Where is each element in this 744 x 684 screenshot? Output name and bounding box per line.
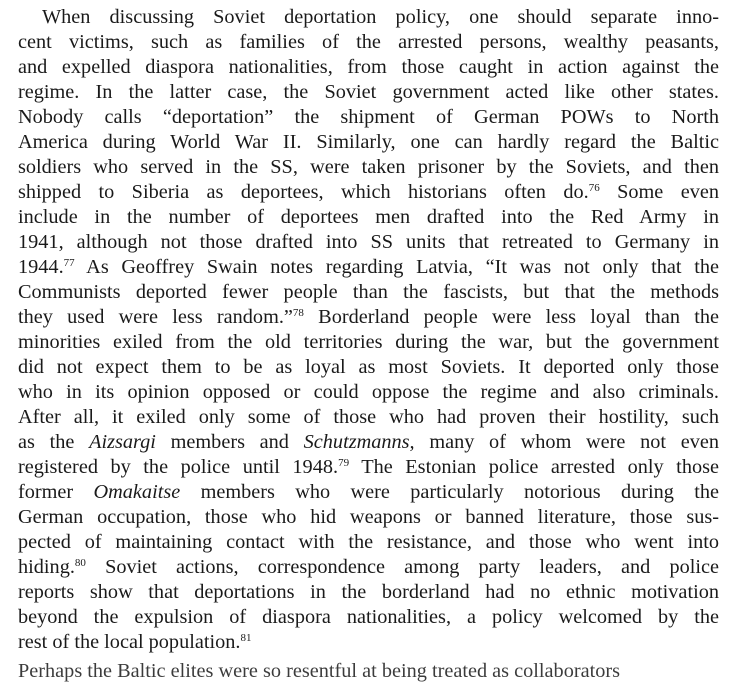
text-segment: as the [18, 431, 90, 453]
text-line [18, 605, 719, 630]
text-segment: shipped to Siberia as deportees, which historians often do. [18, 181, 589, 203]
text-line [18, 255, 719, 280]
text-line [18, 305, 719, 330]
text-line [18, 630, 719, 655]
text-segment: did not expect them to be as loyal as most Soviets. It deported only those [18, 356, 719, 378]
text-line [18, 5, 719, 30]
text-line [18, 480, 719, 505]
text-line [18, 205, 719, 230]
text-segment: After all, it exiled only some of those who had proven their hostility, such [18, 406, 719, 428]
text-segment: they used were less random.” [18, 306, 293, 328]
document-page [18, 5, 720, 682]
text-segment: cent victims, such as families of the arrested persons, wealthy peasants, [18, 31, 719, 53]
footnote-marker: 79 [338, 457, 350, 469]
italic-term: Omakaitse [93, 481, 181, 503]
footnote-marker: 80 [74, 557, 86, 569]
text-line [18, 380, 719, 405]
text-line [18, 80, 719, 105]
text-line [18, 430, 719, 455]
text-line [18, 505, 719, 530]
italic-term: Aizsargi [89, 431, 156, 453]
text-line [18, 455, 719, 480]
text-segment: hiding. [18, 556, 75, 578]
text-segment: 1941, although not those drafted into SS units that retreated to Germany in [18, 231, 719, 253]
text-segment: regime. In the latter case, the Soviet government acted like other states. [18, 81, 719, 103]
footnote-marker: 81 [240, 632, 252, 644]
text-segment: America during World War II. Similarly, one can hardly regard the Baltic [18, 131, 719, 153]
text-segment: beyond the expulsion of diaspora nationalities, a policy welcomed by the [18, 606, 719, 628]
text-line [18, 580, 719, 605]
text-line [18, 330, 719, 355]
text-segment: registered by the police until 1948. [18, 456, 339, 478]
text-line [18, 230, 719, 255]
text-line [18, 105, 719, 130]
text-segment: rest of the local population. [18, 631, 241, 653]
text-segment: The Estonian police arrested only those [349, 456, 719, 478]
text-segment: reports show that deportations in the borderland had no ethnic motivation [18, 581, 719, 603]
text-segment: Some even [599, 181, 719, 203]
text-segment: Communists deported fewer people than the fascists, but that the methods [18, 281, 719, 303]
italic-term: Schutzmanns, [303, 431, 415, 453]
footnote-marker: 78 [292, 307, 304, 319]
text-line [18, 30, 719, 55]
text-segment: and expelled diaspora nationalities, from those caught in action against the [18, 56, 719, 78]
body-paragraph [18, 5, 719, 655]
text-segment: minorities exiled from the old territories during the war, but the government [18, 331, 719, 353]
text-segment: who in its opinion opposed or could oppose the regime and also criminals. [18, 381, 719, 403]
cut-off-line-text: Perhaps the Baltic elites were so resentful at being treated as collaborators [18, 660, 621, 682]
footnote-marker: 77 [63, 257, 75, 269]
text-segment: soldiers who served in the SS, were taken prisoner by the Soviets, and then [18, 156, 719, 178]
text-line [18, 55, 719, 80]
cut-off-next-line [18, 659, 719, 682]
text-segment: members who were particularly notorious during the [180, 481, 719, 503]
text-line [18, 130, 719, 155]
text-line [18, 280, 719, 305]
text-segment: former [18, 481, 94, 503]
text-segment: Borderland people were less loyal than the [303, 306, 719, 328]
text-segment: 1944. [18, 256, 64, 278]
text-line [18, 405, 719, 430]
text-segment: Nobody calls “deportation” the shipment of German POWs to North [18, 106, 719, 128]
text-line [18, 555, 719, 580]
text-segment: pected of maintaining contact with the resistance, and those who went into [18, 531, 719, 553]
text-segment: Soviet actions, correspondence among party leaders, and police [85, 556, 719, 578]
text-segment: When discussing Soviet deportation policy, one should separate inno- [42, 6, 719, 28]
text-line [18, 355, 719, 380]
text-segment: include in the number of deportees men drafted into the Red Army in [18, 206, 719, 228]
text-line [18, 155, 719, 180]
text-segment: many of whom were not even [414, 431, 720, 453]
text-segment: German occupation, those who hid weapons or banned literature, those sus- [18, 506, 719, 528]
footnote-marker: 76 [588, 182, 600, 194]
text-segment: members and [155, 431, 304, 453]
text-line [18, 530, 719, 555]
text-line [18, 180, 719, 205]
text-segment: As Geoffrey Swain notes regarding Latvia, “It was not only that the [74, 256, 719, 278]
